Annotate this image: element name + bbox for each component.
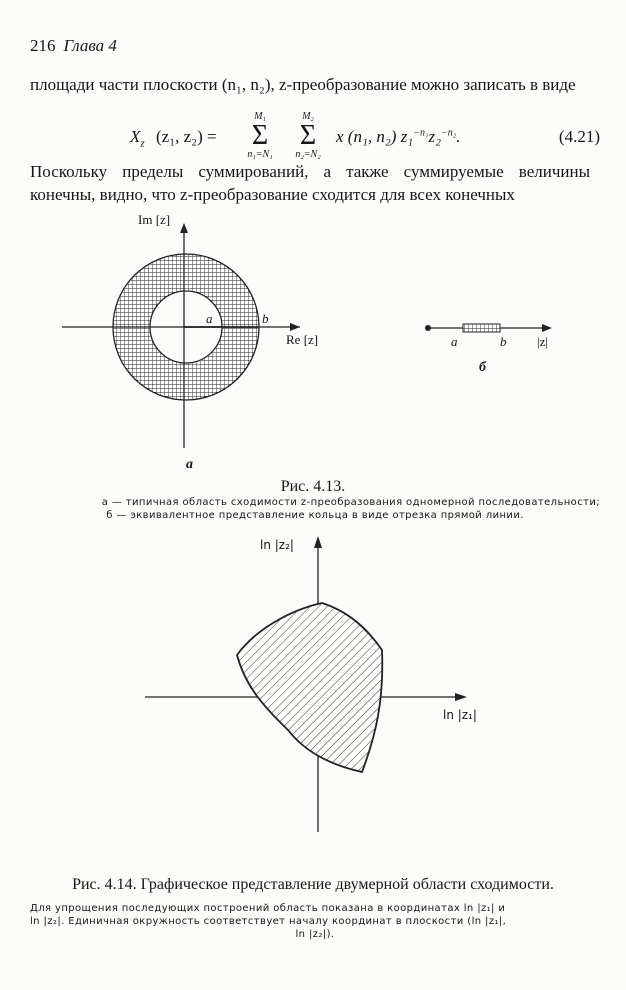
fig13-caption-line1: а — типичная область сходимости z-преобразования одномерной последовательности;	[101, 497, 600, 508]
chapter-title: Глава 4	[63, 36, 117, 55]
fig13-caption-line2: б — эквивалентное представление кольца в виде отрезка прямой линии.	[106, 510, 524, 521]
segment-b-label: b	[500, 334, 507, 349]
fig14-x-label: ln |z₁|	[443, 708, 477, 722]
fig13-y-arrow	[180, 223, 188, 233]
fig13-x-label: Re [z]	[286, 332, 319, 347]
fig13-x-arrow	[290, 323, 300, 331]
formula-body: x (n₁, n₂) z₁$^{-n_1}$z₂$^{-n_2}$.	[336, 127, 461, 146]
fig13b-origin-dot	[425, 325, 431, 331]
sum-symbol-2: M₂ Σ n₂=N₂	[295, 111, 321, 160]
convergence-region-2d	[237, 603, 382, 772]
outer-radius-label: b	[262, 311, 269, 326]
fig14-x-arrow	[455, 693, 467, 701]
formula-lhs: $X_z$	[130, 127, 145, 150]
formula-args: (z₁, z₂) =	[156, 127, 217, 146]
fig13-title: Рис. 4.13.	[280, 478, 346, 495]
fig14-y-label: ln |z₂|	[260, 538, 294, 552]
equation-number: (4.21)	[558, 127, 600, 146]
segment-a-label: a	[451, 334, 458, 349]
fig14-title: Рис. 4.14. Графическое представление двумерной области сходимости.	[72, 876, 554, 893]
fig13b-segment	[463, 324, 500, 332]
paragraph-convergence: Поскольку пределы суммирований, а также суммируемые величины конечны, видно, что z-преобразование сходится для всех конечных	[30, 162, 590, 204]
panel-a-label: а	[186, 457, 193, 472]
fig14-y-arrow	[314, 536, 322, 548]
inner-radius-label: a	[206, 311, 213, 326]
fig14-caption-line2: ln |z₂|. Единичная окружность соответствует началу координат в плоскости (ln |z₁|,	[30, 916, 507, 927]
panel-b-label: б	[479, 360, 486, 375]
paragraph-intro: площади части плоскости (n₁, n₂), z-преобразование можно записать в виде	[30, 75, 576, 94]
fig14-caption-line3: ln |z₂|).	[295, 929, 335, 940]
segment-axis-label: |z|	[537, 334, 548, 349]
page-number: 216	[30, 36, 56, 55]
fig13b-arrow	[542, 324, 552, 332]
fig14-caption-line1: Для упрощения последующих построений область показана в координатах ln |z₁| и	[30, 903, 506, 914]
fig13-y-label: Im [z]	[138, 212, 171, 227]
sum-symbol-1: M₁ Σ n₁=N₁	[247, 111, 273, 160]
